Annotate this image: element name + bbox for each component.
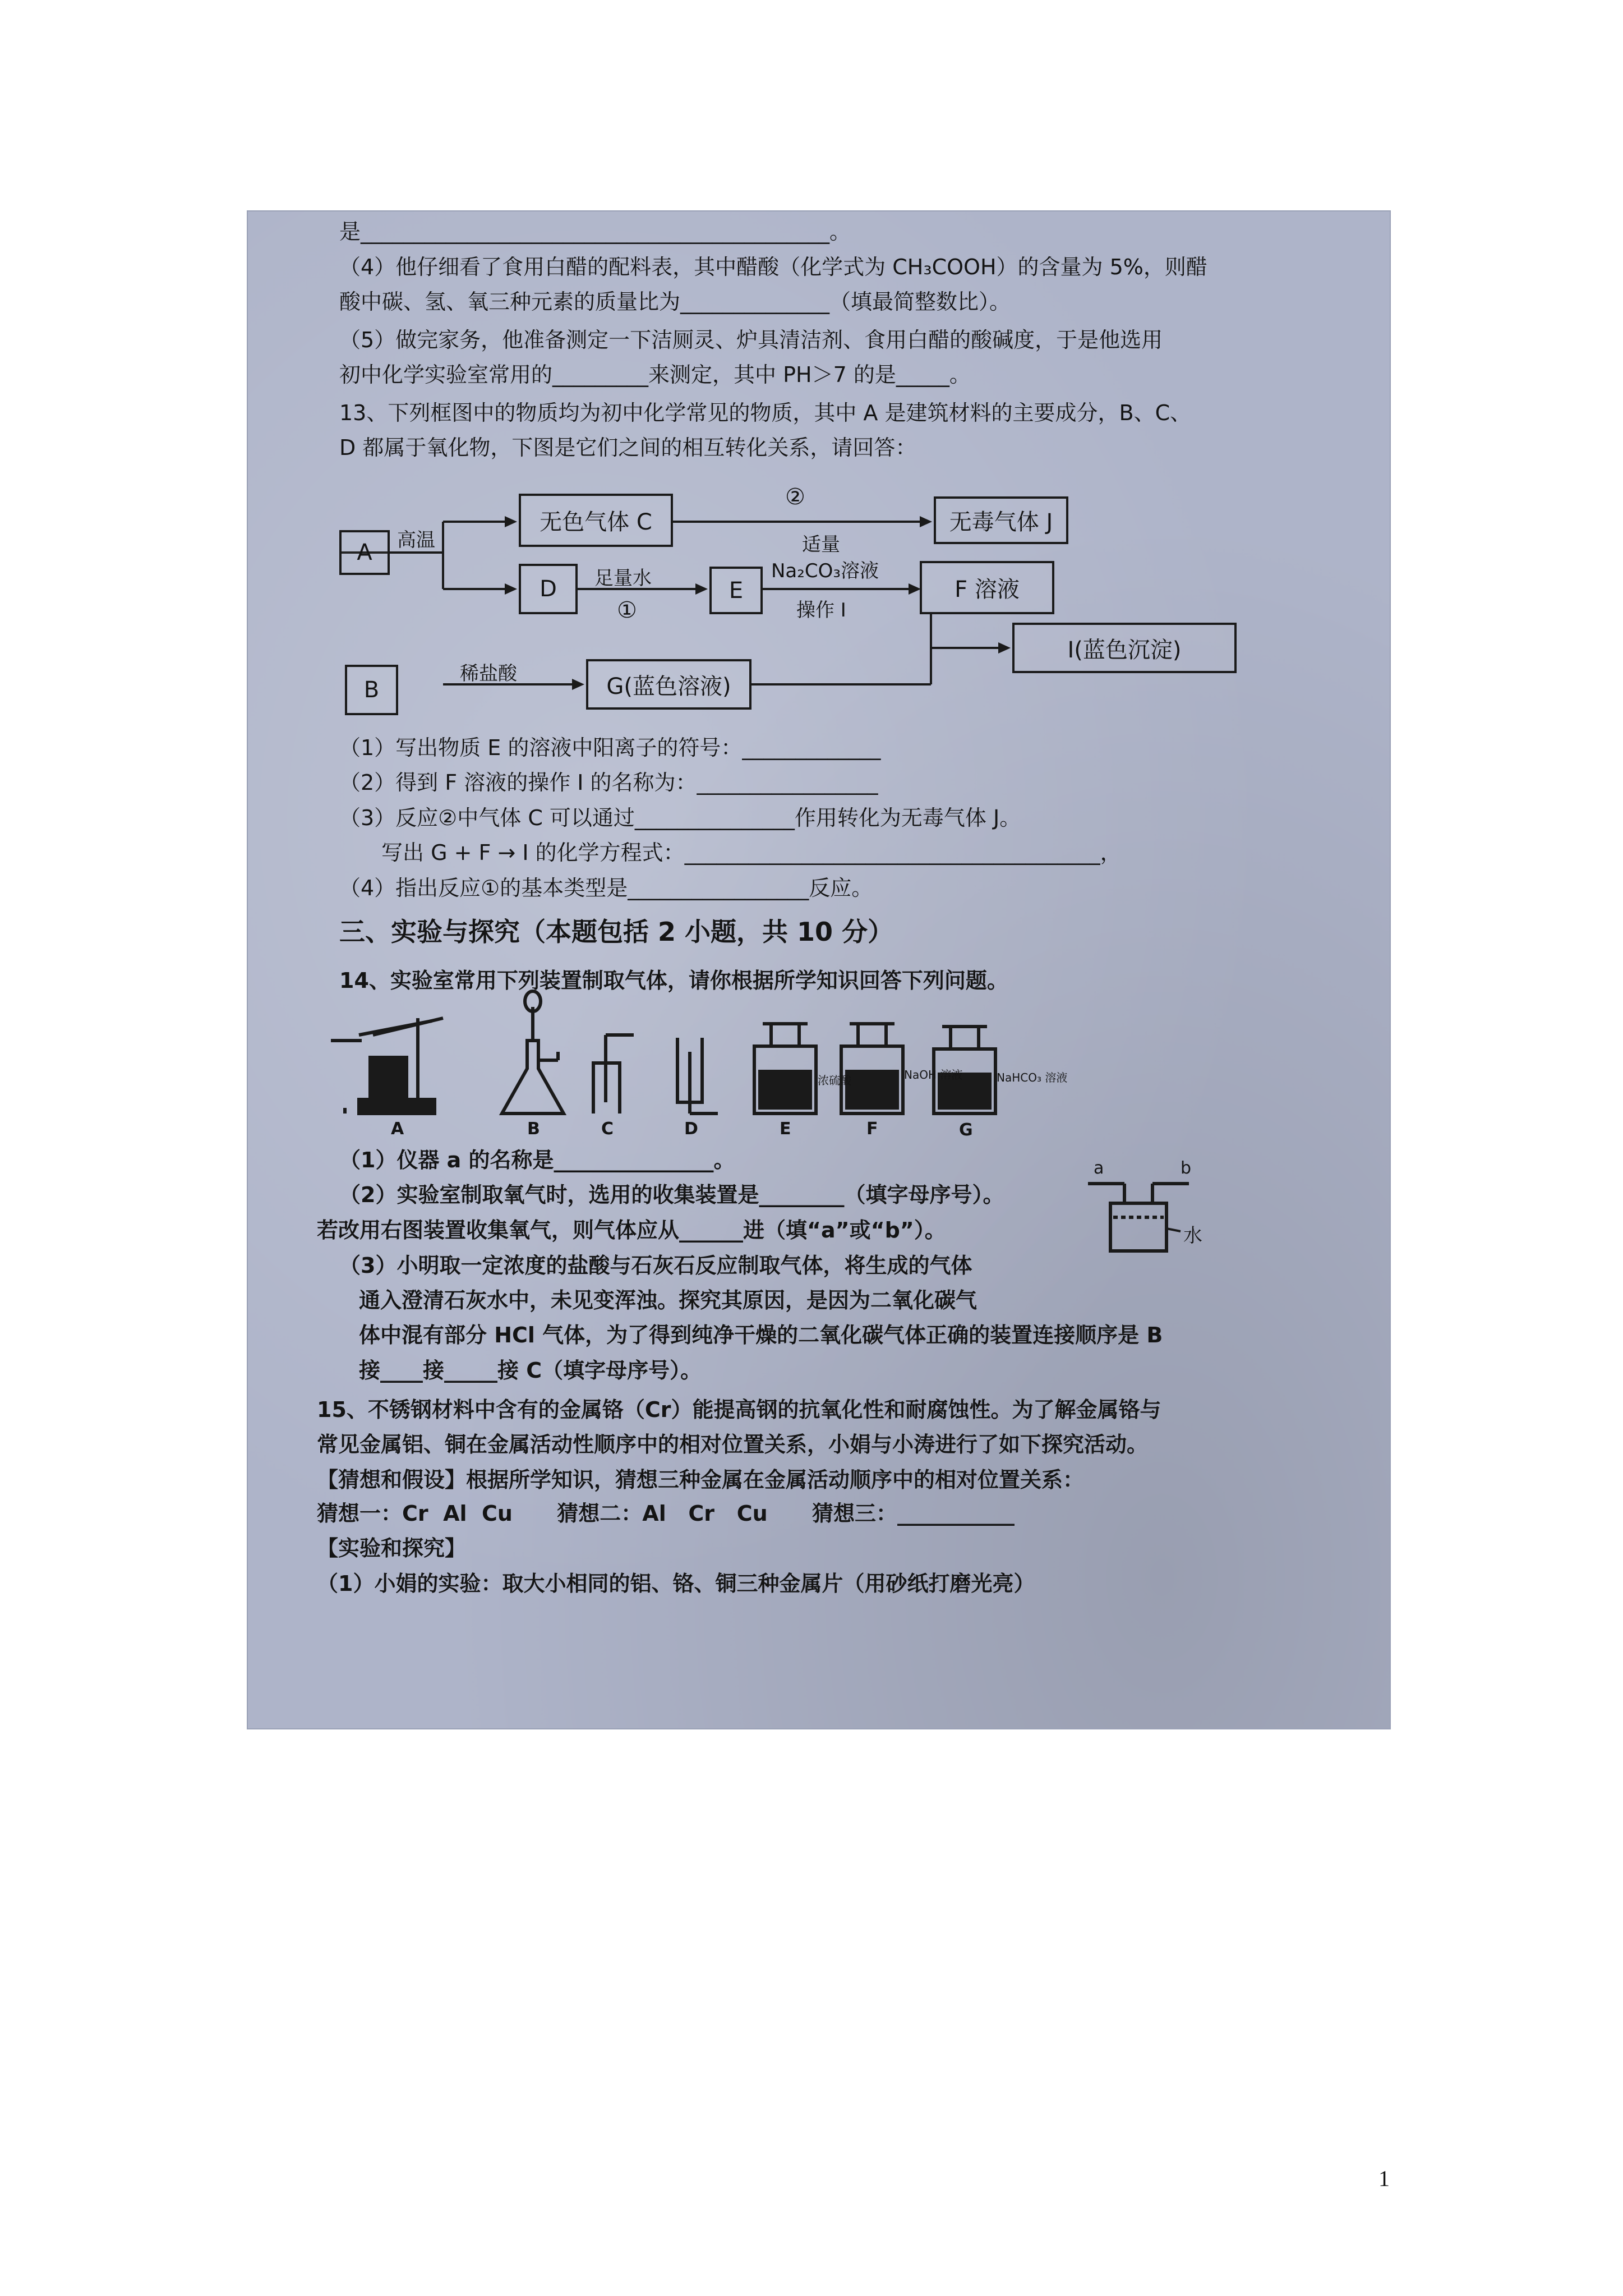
text-line: 【猜想和假设】根据所学知识，猜想三种金属在金属活动顺序中的相对位置关系： [317,1467,1085,1492]
text-line: （4）指出反应①的基本类型是_________________反应。 [339,876,873,900]
apparatus-reagent: 浓硫酸 [818,1074,851,1087]
question-14-stem: 14、实验室常用下列装置制取气体，请你根据所学知识回答下列问题。 [339,968,1008,993]
text-line: 通入澄清石灰水中，未见变浑浊。探究其原因，是因为二氧化碳气 [359,1288,978,1313]
side-label-b: b [1181,1158,1192,1178]
flow-box-i: I(蓝色沉淀) [1012,623,1237,673]
text-line: 是____________________________________________。 [339,219,851,244]
text-line: 酸中碳、氢、氧三种元素的质量比为______________（填最简整数比）。 [339,289,1011,314]
flow-box-f: F 溶液 [920,561,1054,614]
text-line: （4）他仔细看了食用白醋的配料表，其中醋酸（化学式为 CH₃COOH）的含量为 5%，则醋 [339,255,1207,279]
text-line: 猜想一：Cr Al Cu 猜想二：Al Cr Cu 猜想三：___________ [317,1501,1015,1526]
flow-label: 适量 [802,533,840,556]
flow-label: ① [617,597,637,623]
text-line: （5）做完家务，他准备测定一下洁厕灵、炉具清洁剂、食用白醋的酸碱度，于是他选用 [339,328,1163,352]
text-line: （2）实验室制取氧气时，选用的收集装置是________（填字母序号）。 [339,1182,1004,1207]
side-label-water: 水 [1183,1225,1202,1247]
apparatus-label-b: B [527,1119,540,1139]
flow-box-j: 无毒气体 J [934,496,1068,544]
text-line: 【实验和探究】 [317,1536,467,1561]
side-label-a: a [1094,1158,1104,1178]
flow-label: 操作 I [796,599,846,622]
flow-label: Na₂CO₃溶液 [771,560,879,582]
flow-box-c: 无色气体 C [519,494,673,547]
flow-box-a: A [339,530,390,575]
flow-label: ② [785,484,805,510]
apparatus-label-c: C [601,1119,614,1139]
apparatus-label-d: D [684,1119,698,1139]
apparatus-reagent: NaOH 溶液 [904,1068,963,1082]
flow-label: 高温 [397,529,435,551]
text-line: 若改用右图装置收集氧气，则气体应从______进（填“a”或“b”）。 [317,1218,946,1243]
apparatus-label-g: G [959,1120,973,1140]
text-line: （3）反应②中气体 C 可以通过_______________作用转化为无毒气体 J。 [339,806,1021,830]
text-line: （1）仪器 a 的名称是_______________。 [339,1148,735,1172]
text-line: 体中混有部分 HCl 气体，为了得到纯净干燥的二氧化碳气体正确的装置连接顺序是 B [359,1323,1163,1347]
text-line: （3）小明取一定浓度的盐酸与石灰石反应制取气体，将生成的气体 [339,1253,972,1278]
text-line: （1）小娟的实验：取大小相同的铝、铬、铜三种金属片（用砂纸打磨光亮） [317,1571,1035,1596]
text-line: （2）得到 F 溶液的操作 I 的名称为：_________________ [339,770,878,795]
question-13-stem: 13、下列框图中的物质均为初中化学常见的物质，其中 A 是建筑材料的主要成分，B、C、 [339,401,1192,425]
apparatus-label-e: E [780,1119,791,1139]
apparatus-label-a: A [391,1119,404,1139]
flow-box-g: G(蓝色溶液) [586,659,751,710]
flow-label: 足量水 [594,567,652,590]
page-number: 1 [1378,2166,1390,2191]
section-heading: 三、实验与探究（本题包括 2 小题，共 10 分） [339,917,894,947]
text-line: 写出 G + F → I 的化学方程式：_______________________________________， [381,840,1122,865]
text-line: 初中化学实验室常用的_________来测定，其中 PH＞7 的是_____。 [339,362,971,387]
flow-box-e: E [709,567,763,614]
flow-label: 稀盐酸 [460,662,517,685]
flow-box-b: B [345,665,398,715]
apparatus-label-f: F [866,1119,878,1139]
text-line: （1）写出物质 E 的溶液中阳离子的符号：_____________ [339,735,881,760]
text-line: 接____接_____接 C（填字母序号）。 [359,1358,702,1383]
apparatus-reagent: NaHCO₃ 溶液 [997,1071,1068,1084]
flow-box-d: D [519,564,578,614]
question-15-stem: 15、不锈钢材料中含有的金属铬（Cr）能提高钢的抗氧化性和耐腐蚀性。为了解金属铬与 [317,1397,1161,1422]
scanned-photo [247,210,1391,1729]
question-15-stem: 常见金属铝、铜在金属活动性顺序中的相对位置关系，小娟与小涛进行了如下探究活动。 [317,1432,1149,1457]
question-13-stem: D 都属于氧化物，下图是它们之间的相互转化关系，请回答： [339,435,917,460]
